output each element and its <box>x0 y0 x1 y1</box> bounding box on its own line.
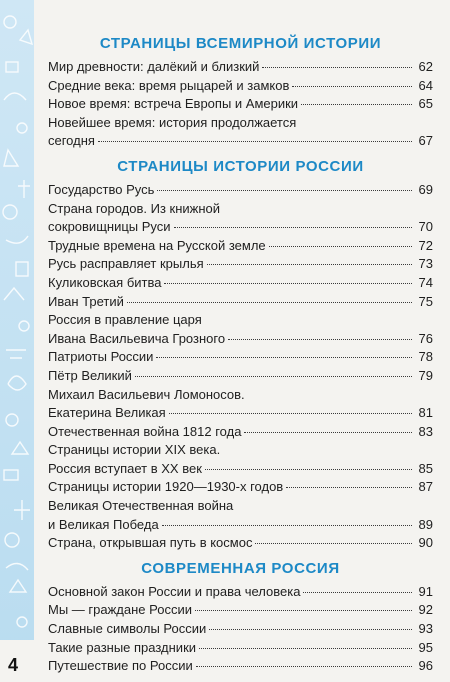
toc-entry-page-number: 72 <box>418 237 433 253</box>
toc-entry-page-number: 67 <box>418 133 433 149</box>
toc-entry-page-number: 81 <box>418 405 433 421</box>
toc-entry-page-number: 92 <box>418 602 433 618</box>
dot-leader <box>207 264 412 265</box>
toc-entry[interactable] <box>48 478 433 497</box>
toc-entry[interactable] <box>48 255 433 274</box>
dot-leader <box>269 246 412 247</box>
dot-leader <box>174 227 412 228</box>
toc-entry-page-number: 62 <box>418 59 433 74</box>
toc-entry[interactable] <box>48 601 433 620</box>
toc-entry[interactable] <box>48 77 433 96</box>
toc-entry-first-line: Новейшее время: история продолжается <box>48 114 297 130</box>
toc-entry-title: Мы — граждане России <box>48 602 192 618</box>
toc-entry-page-number: 64 <box>418 77 433 93</box>
dot-leader <box>156 357 412 358</box>
toc-entry-title: Иван Третий <box>48 293 124 309</box>
toc-entry-page-number: 76 <box>418 330 433 346</box>
table-of-contents <box>48 28 433 676</box>
toc-entry-page-number: 91 <box>418 583 433 599</box>
toc-entry-page-number: 78 <box>418 349 433 365</box>
toc-entry-title: Новое время: встреча Европы и Америки <box>48 96 299 112</box>
toc-entry-title: сегодня <box>48 133 95 149</box>
toc-entry-title: Пётр Великий <box>48 367 132 383</box>
dot-leader <box>228 339 412 340</box>
toc-entry-page-number: 89 <box>418 516 433 532</box>
dot-leader <box>303 592 412 593</box>
toc-entry[interactable] <box>48 58 433 77</box>
toc-entry[interactable] <box>48 181 433 200</box>
toc-entry-title: Славные символы России <box>48 621 207 637</box>
toc-entry-title: Отечественная война 1812 года <box>48 423 242 439</box>
toc-entry-page-number: 90 <box>418 535 433 551</box>
toc-entry-page-number: 69 <box>418 181 433 197</box>
toc-entry-page-number: 75 <box>418 293 433 309</box>
toc-entry-title: Страницы истории 1920—1930-х годов <box>48 479 284 495</box>
toc-entry[interactable] <box>48 293 433 312</box>
section-title: СТРАНИЦЫ ВСЕМИРНОЙ ИСТОРИИ <box>99 35 382 52</box>
dot-leader <box>209 629 412 630</box>
dot-leader <box>135 376 412 377</box>
toc-entry[interactable] <box>48 311 433 348</box>
toc-entry[interactable] <box>48 367 433 386</box>
toc-entry[interactable] <box>48 534 433 553</box>
toc-entry-page-number: 87 <box>418 479 433 495</box>
toc-entry-page-number: 85 <box>418 460 433 476</box>
toc-entry[interactable] <box>48 497 433 534</box>
page-number: 4 <box>8 655 19 675</box>
dot-leader <box>157 190 412 191</box>
toc-entry[interactable] <box>48 95 433 114</box>
decorative-side-strip <box>0 0 34 682</box>
toc-entry-title: Куликовская битва <box>48 274 162 290</box>
toc-entry-title: Мир древности: далёкий и близкий <box>48 59 260 74</box>
toc-entry-title: сокровищницы Руси <box>48 219 171 235</box>
toc-entry-title: Екатерина Великая <box>48 405 166 421</box>
toc-entry[interactable] <box>48 620 433 639</box>
toc-entry-first-line: Страна городов. Из книжной <box>48 200 221 216</box>
toc-entry[interactable] <box>48 274 433 293</box>
toc-entry[interactable] <box>48 237 433 256</box>
toc-entry[interactable] <box>48 386 433 423</box>
toc-entry[interactable] <box>48 200 433 237</box>
toc-entry-page-number: 79 <box>418 367 433 383</box>
dot-leader <box>292 86 412 87</box>
dot-leader <box>199 648 412 649</box>
dot-leader <box>255 543 412 544</box>
toc-entry-title: Государство Русь <box>48 181 155 197</box>
section-title: СОВРЕМЕННАЯ РОССИЯ <box>141 559 340 577</box>
toc-entry-title: Патриоты России <box>48 349 154 365</box>
toc-entry-page-number: 83 <box>418 423 433 439</box>
dot-leader <box>164 283 412 284</box>
dot-leader <box>301 104 412 105</box>
dot-leader <box>196 666 412 667</box>
toc-entry-title: Русь расправляет крылья <box>48 256 204 272</box>
toc-entry-first-line: Страницы истории XIX века. <box>48 442 221 458</box>
dot-leader <box>162 525 412 526</box>
toc-entry-page-number: 65 <box>418 96 433 112</box>
dot-leader <box>205 469 412 470</box>
toc-entry-page-number: 70 <box>418 219 433 235</box>
toc-entry[interactable] <box>48 114 433 151</box>
dot-leader <box>286 487 412 488</box>
dot-leader <box>262 67 412 68</box>
dot-leader <box>244 432 412 433</box>
toc-entry-title: Средние века: время рыцарей и замков <box>48 77 290 93</box>
toc-entry-page-number: 96 <box>418 658 433 674</box>
doodle-pattern-icon <box>0 0 34 640</box>
toc-entry[interactable] <box>48 583 433 602</box>
toc-entry[interactable] <box>48 441 433 478</box>
toc-entry-page-number: 95 <box>418 639 433 655</box>
toc-entry-title: и Великая Победа <box>48 516 159 532</box>
toc-entry-title: Путешествие по России <box>48 658 193 674</box>
toc-entry-first-line: Россия в правление царя <box>48 312 202 328</box>
toc-entry-page-number: 93 <box>418 621 433 637</box>
toc-entry-title: Страна, открывшая путь в космос <box>48 535 253 551</box>
toc-entry-title: Россия вступает в XX век <box>48 460 202 476</box>
toc-entry-title: Ивана Васильевича Грозного <box>48 330 226 346</box>
dot-leader <box>127 302 412 303</box>
toc-entry[interactable] <box>48 657 433 676</box>
toc-entry[interactable] <box>48 348 433 367</box>
toc-entry-first-line: Великая Отечественная война <box>48 498 234 514</box>
section-title: СТРАНИЦЫ ИСТОРИИ РОССИИ <box>117 157 364 175</box>
toc-entry-page-number: 73 <box>418 256 433 272</box>
toc-entry-page-number: 74 <box>418 274 433 290</box>
toc-entry[interactable] <box>48 423 433 442</box>
toc-entry-title: Трудные времена на Русской земле <box>48 237 266 253</box>
toc-entry-title: Основной закон России и права человека <box>48 583 301 599</box>
toc-entry-first-line: Михаил Васильевич Ломоносов. <box>48 386 245 402</box>
dot-leader <box>98 141 412 142</box>
dot-leader <box>195 610 412 611</box>
toc-entry[interactable] <box>48 639 433 658</box>
toc-entry-title: Такие разные праздники <box>48 639 197 655</box>
dot-leader <box>169 413 412 414</box>
